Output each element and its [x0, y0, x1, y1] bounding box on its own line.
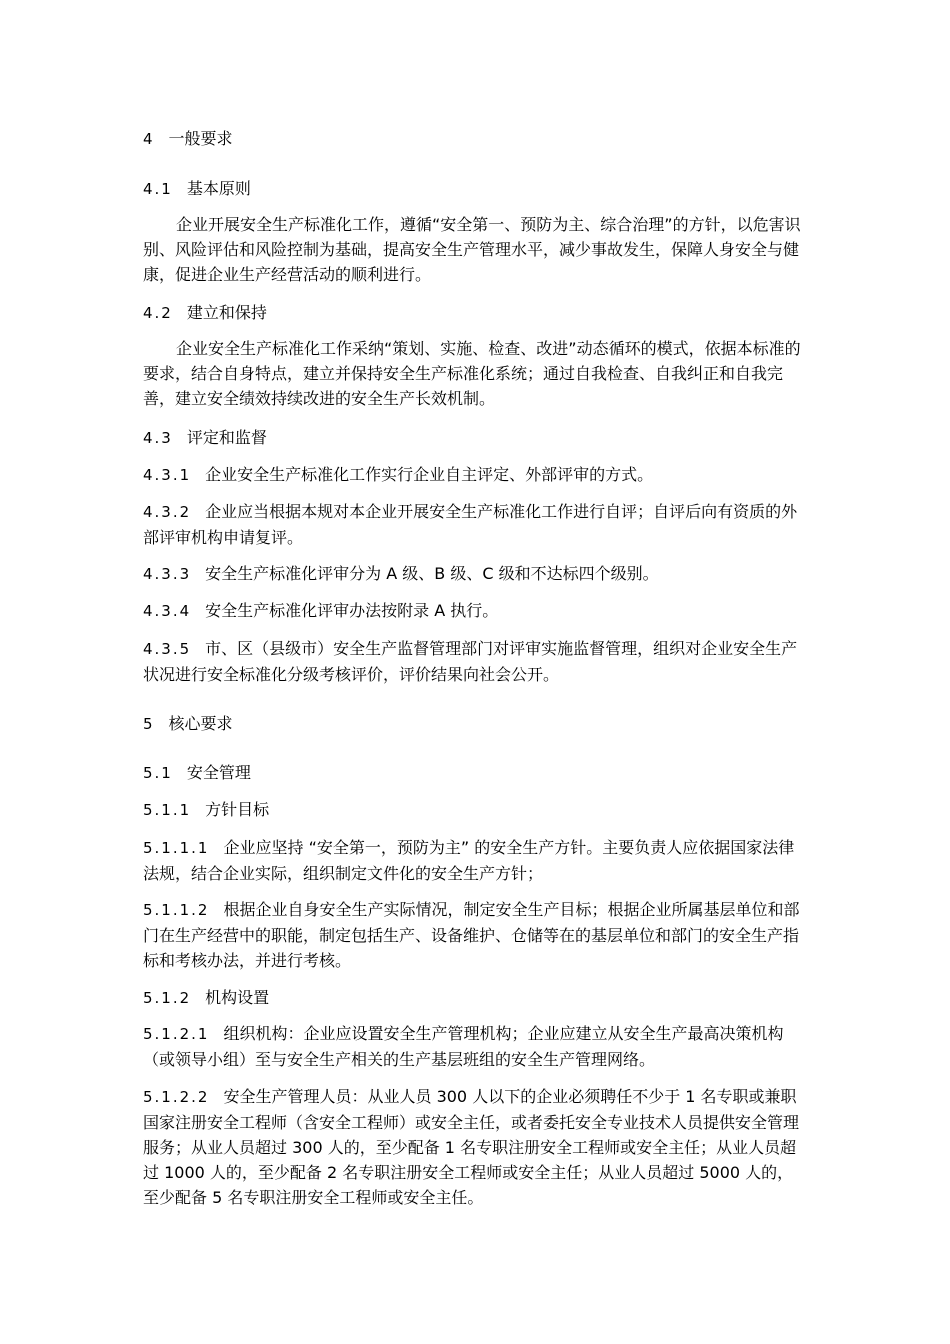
clause-text: 市、区（县级市）安全生产监督管理部门对评审实施监督管理，组织对企业安全生产状况进行安全标准化分级考核评价，评价结果向社会公开。: [143, 639, 798, 684]
heading-4-3: [143, 425, 808, 451]
paragraph-4-2: 企业安全生产标准化工作采纳“策划、实施、检查、改进”动态循环的模式，依据本标准的要求，结合自身特点，建立并保持安全生产标准化系统；通过自我检查、自我纠正和自我完善，建立安全绩效持续改进的安全生产长效机制。: [143, 339, 801, 408]
section-title: 建立和保持: [186, 303, 267, 322]
paragraph-4-1: 企业开展安全生产标准化工作，遵循“安全第一、预防为主、综合治理”的方针，以危害识别、风险评估和风险控制为基础，提高安全生产管理水平，减少事故发生，保障人身安全与健康，促进企业生产经营活动的顺利进行。: [143, 215, 801, 284]
clause-number: 4.3.4: [143, 602, 192, 620]
section-number: 4: [143, 130, 155, 148]
section-number: 4.1: [143, 180, 173, 198]
section-number: 5.1.1: [143, 801, 192, 819]
clause-text: 安全生产管理人员：从业人员 300 人以下的企业必须聘任不少于 1 名专职或兼职国家注册安全工程师（含安全工程师）或安全主任，或者委托安全专业技术人员提供安全管理服务；从业人员超过 300 人的，至少配备 1 名专职注册安全工程师或安全主任；从业人员超过 1000 人的，至少配备 2 名专职注册安全工程师或安全主任；从业人员超过 5000 人的，至少配备 5 名专职注册安全工程师或安全主任。: [143, 1087, 800, 1207]
section-title: 方针目标: [205, 800, 270, 819]
section-title: 基本原则: [186, 179, 251, 198]
clause-4-3-4: [143, 598, 808, 624]
section-title: 安全管理: [186, 763, 251, 782]
clause-text: 组织机构：企业应设置安全生产管理机构；企业应建立从安全生产最高决策机构（或领导小组）至与安全生产相关的生产基层班组的安全生产管理网络。: [143, 1024, 784, 1069]
clause-number: 5.1.1.2: [143, 901, 210, 919]
section-number: 4.3: [143, 429, 173, 447]
clause-number: 4.3.3: [143, 565, 192, 583]
heading-5: [143, 711, 808, 737]
section-title: 机构设置: [205, 988, 270, 1007]
clause-text: 企业安全生产标准化工作实行企业自主评定、外部评审的方式。: [205, 465, 654, 484]
clause-number: 4.3.1: [143, 466, 192, 484]
clause-5-1-1-1: [143, 835, 808, 886]
section-number: 4.2: [143, 304, 173, 322]
section-number: 5: [143, 715, 155, 733]
clause-text: 根据企业自身安全生产实际情况，制定安全生产目标；根据企业所属基层单位和部门在生产经营中的职能，制定包括生产、设备维护、仓储等在的基层单位和部门的安全生产指标和考核办法，并进行考核。: [143, 900, 800, 970]
clause-4-3-1: [143, 462, 808, 488]
clause-4-3-3: [143, 561, 808, 587]
section-title: 评定和监督: [186, 428, 267, 447]
section-title: 核心要求: [168, 714, 233, 733]
clause-number: 4.3.5: [143, 640, 192, 658]
section-title: 一般要求: [168, 129, 233, 148]
clause-text: 企业应当根据本规对本企业开展安全生产标准化工作进行自评；自评后向有资质的外部评审机构申请复评。: [143, 502, 798, 547]
clause-5-1-2-2: [143, 1084, 808, 1210]
clause-4-3-2: [143, 499, 808, 550]
heading-4: [143, 126, 808, 152]
clause-number: 5.1.2.2: [143, 1088, 210, 1106]
heading-4-2: [143, 300, 808, 326]
section-number: 5.1: [143, 764, 173, 782]
section-number: 5.1.2: [143, 989, 192, 1007]
clause-number: 4.3.2: [143, 503, 192, 521]
heading-5-1-1: [143, 797, 808, 823]
clause-5-1-1-2: [143, 897, 808, 973]
heading-5-1-2: [143, 985, 808, 1011]
clause-text: 安全生产标准化评审分为 A 级、B 级、C 级和不达标四个级别。: [205, 564, 659, 583]
clause-number: 5.1.1.1: [143, 839, 210, 857]
clause-text: 企业应坚持 “安全第一，预防为主” 的安全生产方针。主要负责人应依据国家法律法规，结合企业实际，组织制定文件化的安全生产方针；: [143, 838, 795, 883]
clause-text: 安全生产标准化评审办法按附录 A 执行。: [205, 601, 499, 620]
heading-4-1: [143, 176, 808, 202]
clause-5-1-2-1: [143, 1021, 808, 1072]
heading-5-1: [143, 760, 808, 786]
clause-number: 5.1.2.1: [143, 1025, 210, 1043]
clause-4-3-5: [143, 636, 808, 687]
